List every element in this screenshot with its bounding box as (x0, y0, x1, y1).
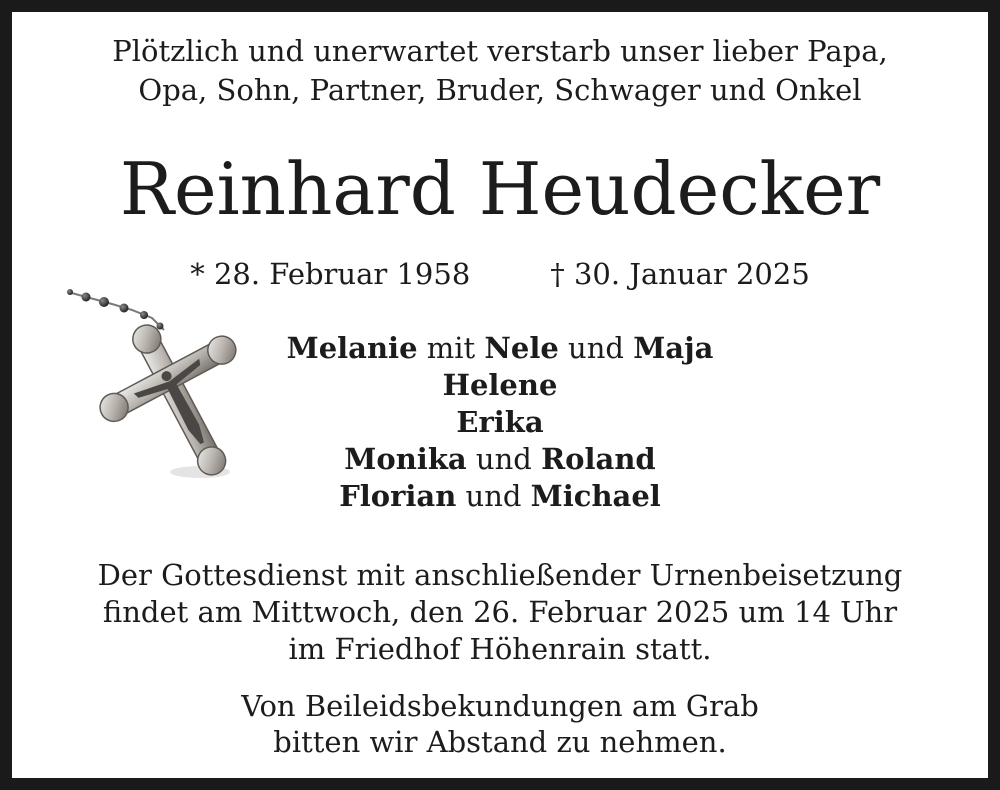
mourners-row-1 (12, 330, 988, 367)
mourner-name: Maja (633, 331, 714, 365)
mourner-name: Roland (541, 442, 656, 476)
mourners-row-4 (12, 441, 988, 478)
deceased-name: Reinhard Heudecker (119, 147, 881, 231)
mourner-name: Helene (442, 368, 558, 402)
service-line-1: Der Gottesdienst mit anschließender Urnenbeisetzung (97, 558, 903, 592)
mourners-row-2 (12, 367, 988, 404)
mourner-name: Erika (456, 405, 544, 439)
intro-line-1: Plötzlich und unerwartet verstarb unser lieber Papa, (112, 34, 888, 68)
death-date: † 30. Januar 2025 (550, 257, 810, 291)
intro-line-2: Opa, Sohn, Partner, Bruder, Schwager und Onkel (138, 73, 862, 107)
condolence-line-1: Von Beileidsbekundungen am Grab (241, 689, 759, 723)
intro-text (12, 32, 988, 110)
mourner-name: Florian (339, 479, 457, 513)
mourner-name: Nele (484, 331, 559, 365)
mourners-row-5 (12, 478, 988, 515)
condolence-request (12, 688, 988, 760)
birth-date: * 28. Februar 1958 (190, 257, 471, 291)
joiner-text: und (466, 442, 542, 476)
service-details (12, 557, 988, 668)
mourner-name: Michael (530, 479, 661, 513)
joiner-text: mit (417, 331, 485, 365)
mourners-row-3 (12, 404, 988, 441)
condolence-line-2: bitten wir Abstand zu nehmen. (273, 725, 727, 759)
mourner-name: Melanie (286, 331, 418, 365)
mourner-name: Monika (344, 442, 467, 476)
joiner-text: und (558, 331, 634, 365)
service-line-3: im Friedhof Höhenrain statt. (288, 632, 712, 666)
joiner-text: und (456, 479, 531, 513)
mourners-list (12, 330, 988, 515)
service-line-2: findet am Mittwoch, den 26. Februar 2025 um 14 Uhr (102, 595, 898, 629)
